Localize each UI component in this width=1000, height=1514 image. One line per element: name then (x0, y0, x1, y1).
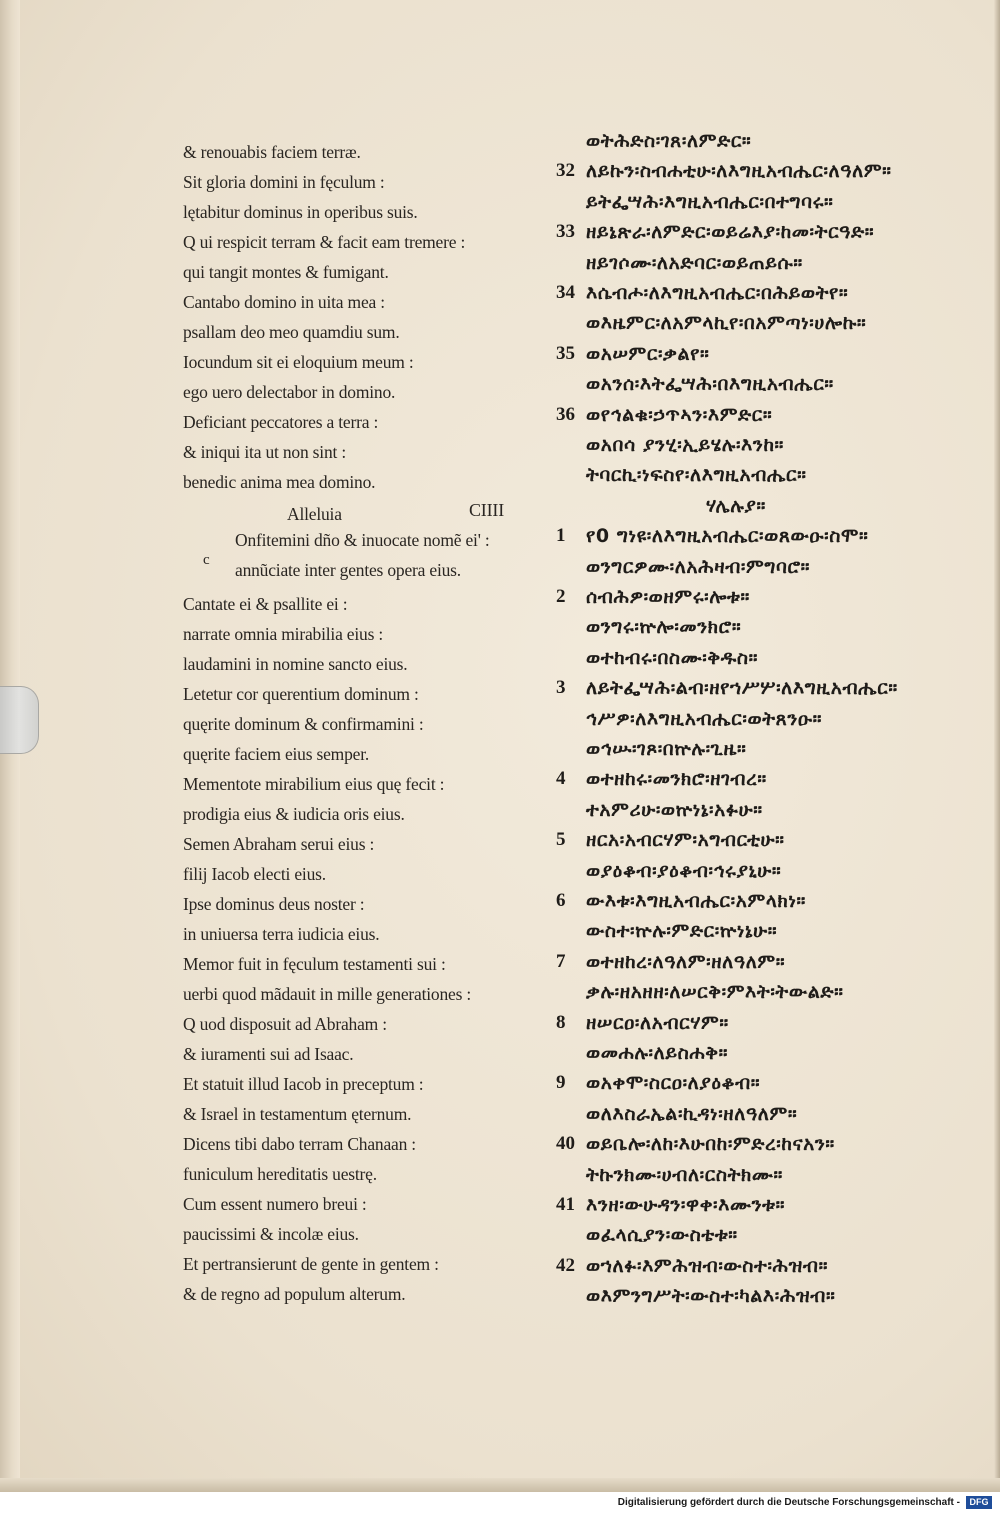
latin-line: Letetur cor querentium dominum : (183, 684, 419, 704)
geez-text: ወተዘከሩ፡መንክሮ፡ዘገብረ። (586, 768, 767, 790)
latin-line: Semen Abraham serui eius : (183, 834, 375, 854)
page-edge-bottom (0, 1478, 1000, 1492)
verse-number: 9 (556, 1072, 566, 1093)
latin-line: paucissimi & incolæ eius. (183, 1224, 359, 1244)
verse-number: 5 (556, 829, 566, 850)
geez-text: ወንግርዎሙ፡ለአሕዛብ፡ምግባሮ። (586, 556, 811, 578)
latin-line: Et pertransierunt de gente in gentem : (183, 1254, 439, 1274)
page-clip (0, 686, 39, 754)
latin-line: & renouabis faciem terræ. (183, 142, 361, 162)
geez-text: ወአሠምር፡ቃልየ። (586, 343, 710, 365)
verse-number: 36 (556, 404, 575, 425)
latin-line: Memor fuit in fęculum testamenti sui : (183, 954, 446, 974)
verse-number: 33 (556, 221, 575, 242)
geez-text: ትባርኪ፡ነፍስየ፡ለእግዚአብሔር። (586, 464, 807, 486)
latin-line: Ipse dominus deus noster : (183, 894, 365, 914)
latin-line: qui tangit montes & fumigant. (183, 262, 389, 282)
verse-number: 41 (556, 1194, 575, 1215)
latin-line: lętabitur dominus in operibus suis. (183, 202, 418, 222)
geez-text: ወተዘከረ፡ለዓለም፡ዘለዓለም። (586, 951, 786, 973)
latin-line: Iocundum sit ei eloquium meum : (183, 352, 414, 372)
psalm-opening-line: Onfitemini dño & inuocate nomẽ ei' : (235, 530, 490, 550)
latin-line: prodigia eius & iudicia oris eius. (183, 804, 405, 824)
geez-text: ወትሕድስ፡ገጸ፡ለምድር። (586, 130, 752, 152)
verse-number: 1 (556, 525, 566, 546)
dfg-logo: DFG (966, 1496, 992, 1509)
page-edge-right (994, 0, 1000, 1492)
geez-text: ወአቀሞ፡ስርዐ፡ለያዕቆብ። (586, 1072, 761, 1094)
latin-line: psallam deo meo quamdiu sum. (183, 322, 400, 342)
verse-number: 3 (556, 677, 566, 698)
folio-number: CIIII (469, 500, 504, 520)
latin-line: Mementote mirabilium eius quę fecit : (183, 774, 445, 794)
geez-text: ወእምንግሥት፡ውስተ፡ካልእ፡ሕዝብ። (586, 1285, 836, 1307)
geez-text: ወኅሡ፡ገጾ፡በኵሉ፡ጊዜ። (586, 738, 747, 760)
geez-text: ወአንሰ፡እትፌሣሕ፡በእግዚአብሔር። (586, 373, 834, 395)
latin-line: Dicens tibi dabo terram Chanaan : (183, 1134, 416, 1154)
latin-line: uerbi quod mãdauit in mille generationes : (183, 984, 472, 1004)
geez-text: ወአበሳ ያንሂ፡ኢይሄሉ፡እንከ። (586, 434, 785, 456)
latin-line: filij Iacob electi eius. (183, 864, 326, 884)
geez-text: ኅሥዎ፡ለእግዚአብሔር፡ወትጸንዑ። (586, 708, 823, 730)
geez-text: የ0 ግነዩ፡ለእግዚአብሔር፡ወጸውዑ፡ስሞ። (586, 525, 869, 547)
psalm-heading: Alleluia (287, 504, 342, 524)
digitization-footer (0, 1492, 1000, 1514)
geez-text: ዘይኔጽራ፡ለምድር፡ወይሬእያ፡ከመ፡ትርዓድ። (586, 221, 875, 243)
geez-text: ሃሌሉያ። (706, 495, 766, 517)
verse-number: 4 (556, 768, 566, 789)
geez-text: ውስተ፡ኵሉ፡ምድር፡ኵነኔሁ። (586, 920, 778, 942)
latin-line: Et statuit illud Iacob in preceptum : (183, 1074, 424, 1094)
geez-text: እንዘ፡ውሁዳን፡ዋቀ፡እሙንቱ። (586, 1194, 786, 1216)
latin-line: & iuramenti sui ad Isaac. (183, 1044, 354, 1064)
geez-text: ወየኅልቁ፡ኃጥኣን፡እምድር። (586, 404, 773, 426)
geez-text: ወተከብሩ፡በስሙ፡ቅዱስ። (586, 647, 759, 669)
geez-text: ወያዕቆብ፡ያዕቆብ፡ኅሩያኒሁ። (586, 860, 782, 882)
footer-credit: Digitalisierung gefördert durch die Deutsche Forschungsgemeinschaft - (617, 1497, 960, 1508)
geez-text: ዘሠርዐ፡ለአብርሃም። (586, 1012, 729, 1034)
latin-line: Cantabo domino in uita mea : (183, 292, 385, 312)
latin-line: & iniqui ita ut non sint : (183, 442, 346, 462)
verse-number: 42 (556, 1255, 575, 1276)
drop-cap: c (203, 552, 210, 568)
latin-line: Sit gloria domini in fęculum : (183, 172, 385, 192)
latin-line: quęrite dominum & confirmamini : (183, 714, 424, 734)
verse-number: 7 (556, 951, 566, 972)
verse-number: 2 (556, 586, 566, 607)
latin-line: narrate omnia mirabilia eius : (183, 624, 384, 644)
latin-line: quęrite faciem eius semper. (183, 744, 370, 764)
verse-number: 32 (556, 160, 575, 181)
geez-text: ትኩንክሙ፡ሀብለ፡ርስትክሙ። (586, 1164, 783, 1186)
latin-line: in uniuersa terra iudicia eius. (183, 924, 380, 944)
latin-line: laudamini in nomine sancto eius. (183, 654, 408, 674)
latin-line: Cantate ei & psallite ei : (183, 594, 348, 614)
geez-text: ወለእስራኤል፡ኪዳነ፡ዘለዓለም። (586, 1103, 798, 1125)
geez-text: ተአምሪሁ፡ወኵነኔ፡አፉሁ። (586, 799, 763, 821)
verse-number: 6 (556, 890, 566, 911)
geez-text: ውእቱ፡እግዚአብሔር፡አምላክነ። (586, 890, 806, 912)
latin-line: funiculum hereditatis uestrę. (183, 1164, 377, 1184)
geez-text: ዘይገሶሙ፡ለአድባር፡ወይጠይሱ። (586, 252, 803, 274)
latin-line: benedic anima mea domino. (183, 472, 376, 492)
latin-line: & Israel in testamentum ęternum. (183, 1104, 412, 1124)
latin-line: Q ui respicit terram & facit eam tremere : (183, 232, 466, 252)
geez-text: ለይኩን፡ስብሐቲሁ፡ለእግዚአብሔር፡ለዓለም። (586, 160, 892, 182)
geez-text: ወፈላሲያን፡ውስቴቱ። (586, 1224, 738, 1246)
latin-line: Q uod disposuit ad Abraham : (183, 1014, 387, 1034)
verse-number: 34 (556, 282, 575, 303)
geez-text: ሰብሕዎ፡ወዘምሩ፡ሎቱ። (586, 586, 750, 608)
verse-number: 40 (556, 1133, 575, 1154)
geez-text: ወይቤሎ፡ለከ፡እሁበከ፡ምድረ፡ከናአን። (586, 1133, 835, 1155)
geez-text: ቃሉ፡ዘአዘዘ፡ለሠርቅ፡ምእት፡ትውልድ። (586, 981, 844, 1003)
geez-text: ወእዜምር፡ለአምላኪየ፡በአምጣነ፡ሀሎኩ። (586, 312, 867, 334)
latin-line: Cum essent numero breui : (183, 1194, 367, 1214)
latin-line: & de regno ad populum alterum. (183, 1284, 406, 1304)
verse-number: 35 (556, 343, 575, 364)
geez-text: ወኀለፉ፡እምሕዝብ፡ውስተ፡ሕዝብ። (586, 1255, 829, 1277)
geez-text: ወንግሩ፡ኵሎ፡መንክሮ። (586, 616, 742, 638)
geez-text: ዘርአ፡አብርሃም፡አግብርቲሁ። (586, 829, 785, 851)
latin-line: ego uero delectabor in domino. (183, 382, 396, 402)
geez-text: ይትፌሣሕ፡እግዚአብሔር፡በተግባሩ። (586, 191, 834, 213)
geez-text: ለይትፌሣሕ፡ልብ፡ዘየኀሥሦ፡ለእግዚአብሔር። (586, 677, 898, 699)
geez-text: እሴብሖ፡ለእግዚአብሔር፡በሕይወትየ። (586, 282, 849, 304)
psalm-opening-line: annũciate inter gentes opera eius. (235, 560, 461, 580)
verse-number: 8 (556, 1012, 566, 1033)
geez-text: ወመሐሉ፡ለይስሐቅ። (586, 1042, 729, 1064)
latin-line: Deficiant peccatores a terra : (183, 412, 379, 432)
